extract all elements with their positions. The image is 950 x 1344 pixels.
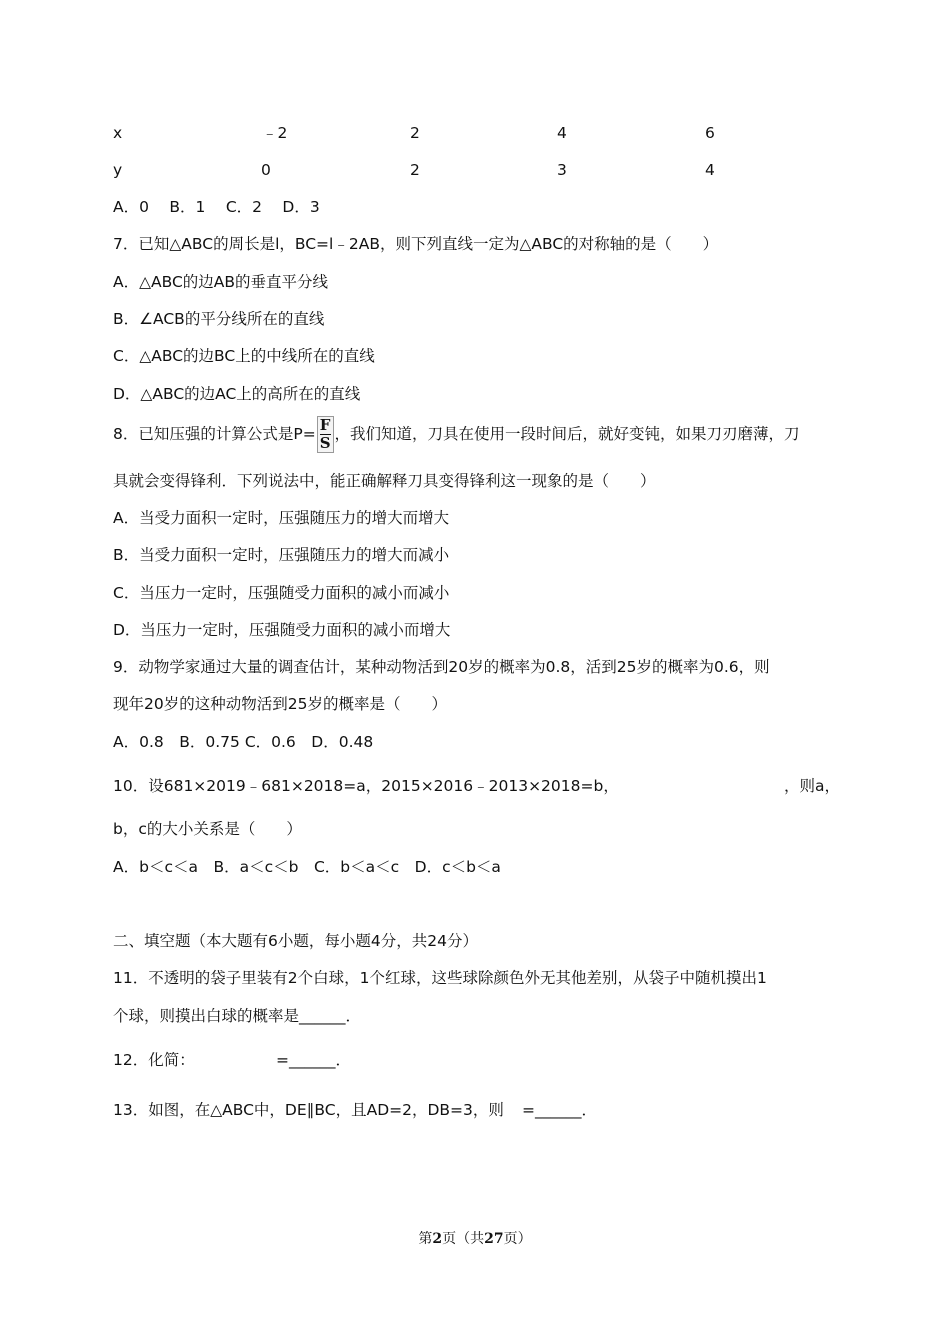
table-y-value-1: 0	[261, 161, 271, 179]
q7-option-c: C．△ABC的边BC上的中线所在的直线	[113, 347, 375, 365]
q12-right: =______．	[276, 1051, 351, 1069]
table-x-value-3: 4	[557, 124, 567, 142]
q13-left: 13．如图，在△ABC中，DE∥BC，且AD=2，DB=3，则	[113, 1101, 504, 1119]
q7-stem: 7．已知△ABC的周长是l，BC=l﹣2AB，则下列直线一定为△ABC的对称轴的是（ ）	[113, 235, 719, 253]
q8-stem	[113, 414, 800, 454]
table-x-label: x	[113, 124, 123, 142]
q8-stem-after: ，我们知道，刀具在使用一段时间后，就好变钝，如果刀刃磨薄，刀	[334, 425, 800, 443]
q8-stem-before: 8．已知压强的计算公式是P=	[113, 425, 316, 443]
fraction-denominator: S	[319, 434, 331, 452]
q8-option-a: A．当受力面积一定时，压强随压力的增大而增大	[113, 509, 450, 527]
q7-option-d: D．△ABC的边AC上的高所在的直线	[113, 385, 361, 403]
footer-total-pages: 27	[484, 1231, 504, 1247]
q10-line1-right: ，则a，	[784, 777, 840, 795]
footer-page-number: 2	[432, 1231, 443, 1247]
page-footer	[0, 1228, 950, 1248]
fraction-numerator: F	[319, 416, 331, 434]
q6-options: A．0 B．1 C．2 D．3	[113, 198, 320, 216]
table-y-value-4: 4	[705, 161, 715, 179]
q13-right: =______．	[522, 1101, 597, 1119]
q9-options: A．0.8 B．0.75 C．0.6 D．0.48	[113, 733, 374, 751]
q10-options: A．b＜c＜a B．a＜c＜b C．b＜a＜c D．c＜b＜a	[113, 858, 501, 876]
table-y-label: y	[113, 161, 123, 179]
q8-stem-line2: 具就会变得锋利．下列说法中，能正确解释刀具变得锋利这一现象的是（ ）	[113, 472, 656, 490]
q8-option-b: B．当受力面积一定时，压强随压力的增大而减小	[113, 546, 450, 564]
q7-option-b: B．∠ACB的平分线所在的直线	[113, 310, 325, 328]
section2-heading: 二、填空题（本大题有6小题，每小题4分，共24分）	[113, 932, 478, 950]
footer-mid: 页（共	[442, 1231, 485, 1247]
q9-line1: 9．动物学家通过大量的调查估计，某种动物活到20岁的概率为0.8，活到25岁的概率为0.6，则	[113, 658, 770, 676]
table-x-value-1: ﹣2	[262, 124, 288, 142]
table-x-value-2: 2	[410, 124, 420, 142]
q7-option-a: A．△ABC的边AB的垂直平分线	[113, 273, 329, 291]
q8-option-c: C．当压力一定时，压强随受力面积的减小而减小	[113, 584, 450, 602]
pressure-fraction	[317, 416, 334, 453]
q12-left: 12．化简：	[113, 1051, 195, 1069]
q10-line1-left: 10．设681×2019﹣681×2018=a，2015×2016﹣2013×2018=b，	[113, 777, 619, 795]
q9-line2: 现年20岁的这种动物活到25岁的概率是（ ）	[113, 695, 447, 713]
q10-line2: b，c的大小关系是（ ）	[113, 820, 302, 838]
table-y-value-3: 3	[557, 161, 567, 179]
footer-prefix: 第	[418, 1231, 433, 1247]
q8-option-d: D．当压力一定时，压强随受力面积的减小而增大	[113, 621, 451, 639]
table-y-value-2: 2	[410, 161, 420, 179]
table-x-value-4: 6	[705, 124, 715, 142]
q11-line1: 11．不透明的袋子里装有2个白球，1个红球，这些球除颜色外无其他差别，从袋子中随机摸出1	[113, 969, 767, 987]
q11-line2: 个球，则摸出白球的概率是______．	[113, 1007, 362, 1025]
footer-suffix: 页）	[503, 1231, 532, 1247]
